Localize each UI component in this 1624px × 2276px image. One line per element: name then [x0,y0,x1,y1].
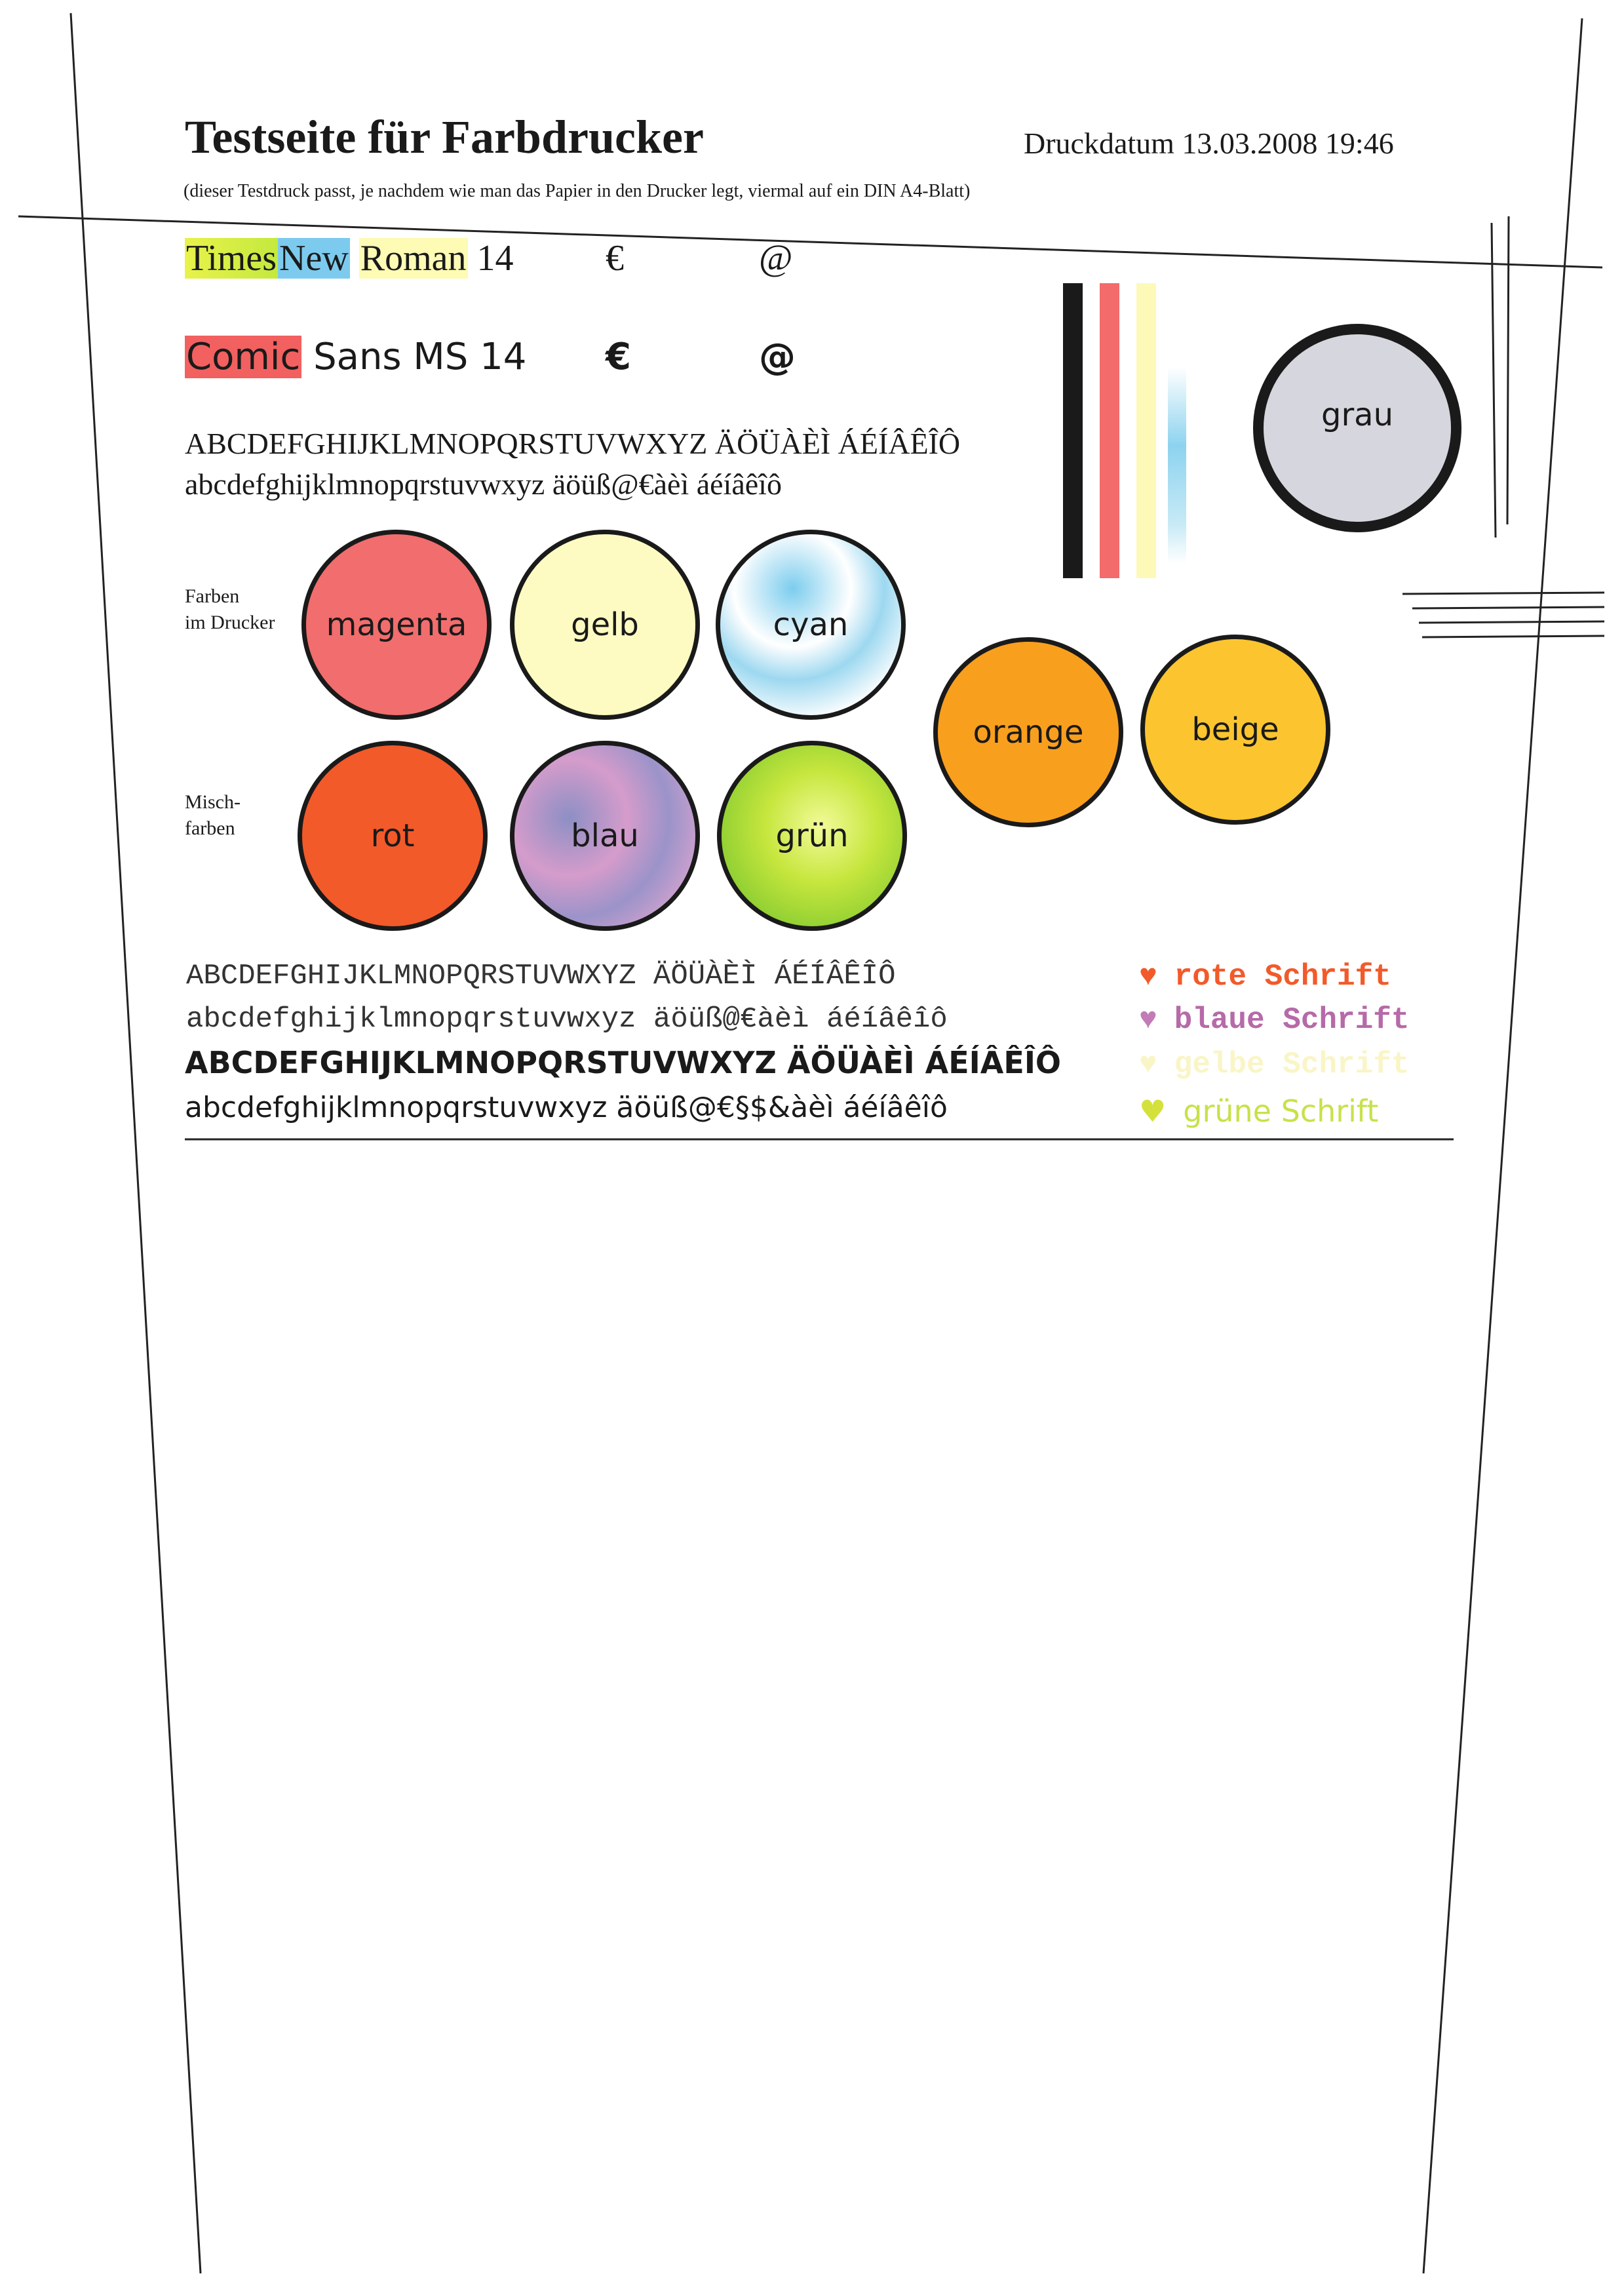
circle-blau-label: blau [571,817,639,854]
circle-orange [933,637,1123,827]
circle-cyan [716,530,906,720]
yellow-text-label: gelbe Schrift [1174,1048,1410,1082]
cyan-stripe [1168,367,1186,564]
blue-text-sample [1139,1003,1409,1037]
circle-magenta [301,530,492,720]
circle-rot [298,741,488,931]
circle-grau-label: grau [1321,397,1394,433]
comic-euro: € [606,336,631,378]
mono-lower: abcdefghijklmnopqrstuvwxyz äöüß@€àèì áéíâêîô [186,1003,948,1036]
times-word-3: Roman [360,238,467,279]
green-text-sample [1139,1093,1378,1129]
circle-gelb-label: gelb [571,606,639,643]
circle-gruen-label: grün [775,817,849,854]
times-word-2: New [279,238,349,279]
print-date: Druckdatum 13.03.2008 19:46 [1024,127,1394,160]
heart-icon: ♥ [1139,1048,1157,1082]
red-text-sample [1139,960,1391,994]
comic-lower: abcdefghijklmnopqrstuvwxyz äöüß@€§$&àèì áéíâêîô [185,1091,948,1124]
times-euro: € [606,238,624,279]
comic-at: @ [759,336,796,378]
page-subtitle: (dieser Testdruck passt, je nachdem wie man das Papier in den Drucker legt, viermal auf ein DIN A4-Blatt) [184,181,971,201]
printer-colors-label: Farben im Drucker [185,585,275,633]
comic-upper: ABCDEFGHIJKLMNOPQRSTUVWXYZ ÄÖÜÀÈÌ ÁÉÍÂÊÎÔ [185,1045,1062,1080]
black-stripe [1063,283,1083,578]
green-text-label: grüne Schrift [1183,1093,1379,1129]
circle-gelb [510,530,700,720]
times-size: 14 [476,238,514,279]
heart-icon: ♥ [1139,1003,1157,1037]
times-word-1: Times [186,238,277,279]
circle-orange-label: orange [973,714,1084,751]
heart-icon: ♥ [1139,1093,1167,1129]
magenta-stripe [1100,283,1119,578]
comic-word-1: Comic [186,336,301,378]
circle-cyan-label: cyan [773,606,849,643]
alphabet-lower: abcdefghijklmnopqrstuvwxyz äöüß@€àèì áéíâêîô [185,467,782,501]
circle-grau [1253,324,1461,532]
circle-magenta-label: magenta [326,606,467,643]
circle-gruen [717,741,907,931]
circle-blau [510,741,700,931]
times-at: @ [759,238,793,279]
mono-upper: ABCDEFGHIJKLMNOPQRSTUVWXYZ ÄÖÜÀÈÌ ÁÉÍÂÊÎÔ [186,960,896,992]
blue-text-label: blaue Schrift [1174,1003,1410,1037]
comic-rest: Sans MS 14 [313,336,527,378]
times-font-sample [185,237,514,279]
heart-icon: ♥ [1139,960,1157,994]
circle-beige-label: beige [1191,711,1279,748]
yellow-text-sample [1139,1048,1409,1082]
yellow-stripe [1136,283,1156,578]
circle-rot-label: rot [370,817,415,854]
alphabet-upper: ABCDEFGHIJKLMNOPQRSTUVWXYZ ÄÖÜÀÈÌ ÁÉÍÂÊÎÔ [185,427,961,460]
page-title: Testseite für Farbdrucker [185,111,704,163]
mixed-colors-label: Misch- farben [185,791,241,839]
circle-beige [1140,635,1330,825]
comic-font-sample [185,336,526,378]
red-text-label: rote Schrift [1174,960,1391,994]
